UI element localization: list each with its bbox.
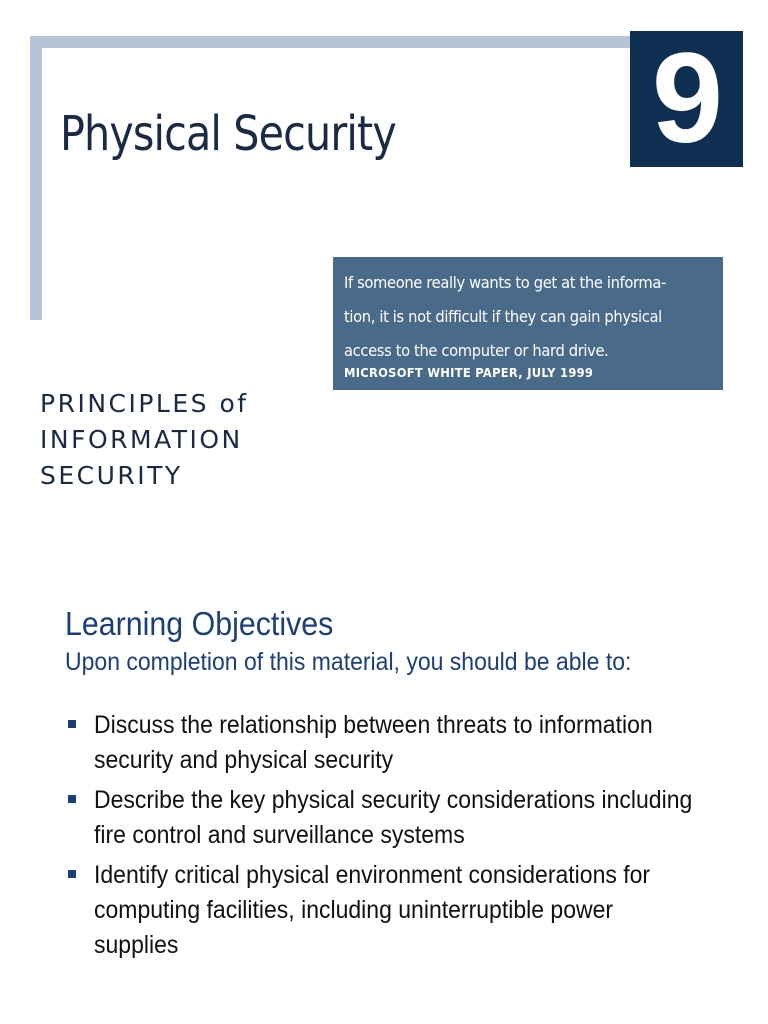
objective-line: fire control and surveillance systems: [94, 821, 465, 849]
objective-item: [65, 708, 745, 778]
objective-line: Describe the key physical security considerations including: [94, 786, 693, 814]
chapter-number-box: [630, 27, 743, 170]
quote-line-3: access to the computer or hard drive.: [344, 341, 609, 360]
square-bullet-icon: [68, 720, 76, 728]
objectives-slide: [0, 512, 768, 1024]
objectives-heading: Learning Objectives: [65, 605, 334, 642]
objective-line: Identify critical physical environment considerations for: [94, 861, 651, 889]
chapter-number: 9: [651, 27, 722, 170]
objectives-list: [65, 708, 745, 968]
brand-line-2: INFORMATION: [40, 425, 243, 454]
square-bullet-icon: [68, 795, 76, 803]
objective-line: computing facilities, including uninterruptible power: [94, 896, 614, 924]
quote-source: MICROSOFT WHITE PAPER, JULY 1999: [344, 365, 594, 380]
chapter-title: Physical Security: [60, 106, 396, 162]
epigraph-quote-box: [333, 257, 723, 390]
objective-item: [65, 783, 745, 853]
objective-line: supplies: [94, 931, 179, 959]
square-bullet-icon: [68, 870, 76, 878]
quote-line-2: tion, it is not difficult if they can gain physical: [344, 307, 662, 326]
objective-line: Discuss the relationship between threats to information: [94, 711, 653, 739]
frame-top-bar: [30, 36, 630, 48]
objective-line: security and physical security: [94, 746, 394, 774]
objectives-subheading: Upon completion of this material, you should be able to:: [65, 648, 632, 676]
frame-left-bar: [30, 36, 42, 320]
objective-item: [65, 858, 745, 963]
brand-line-3: SECURITY: [40, 461, 183, 490]
brand-line-1: PRINCIPLES of: [40, 389, 249, 418]
book-brand: [40, 386, 249, 494]
quote-line-1: If someone really wants to get at the informa-: [344, 273, 666, 292]
